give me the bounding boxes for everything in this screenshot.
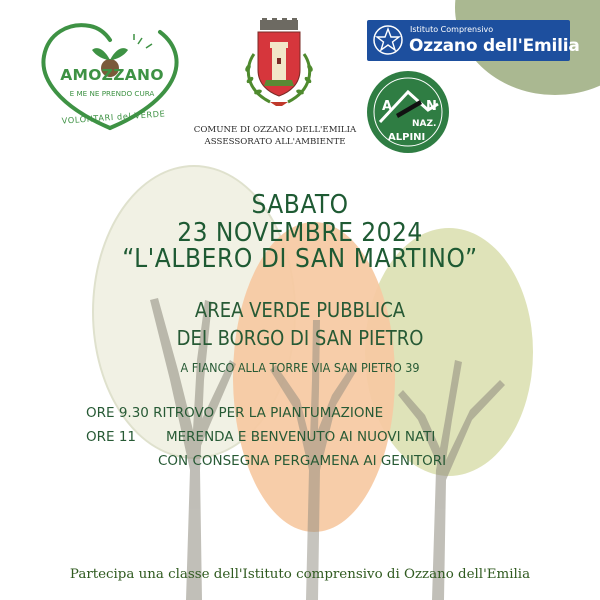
alpini-letter-a: A (382, 99, 393, 114)
alpini-letter-n: N (426, 99, 437, 114)
istituto-label: Istituto Comprensivo (410, 25, 494, 34)
event-title: “L'ALBERO DI SAN MARTINO” (122, 244, 478, 274)
place-line-1: AREA VERDE PUBBLICA (194, 298, 406, 322)
istituto-name: Ozzano dell'Emilia (409, 36, 580, 56)
comune-coat-of-arms (236, 18, 321, 110)
alpini-badge-icon (366, 70, 450, 154)
event-day: SABATO (251, 190, 349, 220)
italian-republic-emblem-icon (372, 24, 404, 56)
program-line-2: MERENDA E BENVENUTO AI NUOVI NATI (166, 429, 436, 445)
amozzano-subtitle: E ME NE PRENDO CURA (69, 89, 155, 98)
istituto-comprensivo-banner (367, 20, 580, 61)
comune-name: COMUNE DI OZZANO DELL'EMILIA (193, 125, 357, 135)
alpini-word: ALPINI (388, 132, 426, 143)
event-date: 23 NOVEMBRE 2024 (177, 218, 423, 248)
alpini-naz: NAZ. (412, 119, 437, 129)
program-line-3: CON CONSEGNA PERGAMENA AI GENITORI (158, 453, 447, 469)
amozzano-volunteers-logo (38, 16, 183, 136)
amozzano-title: AMOZZANO (60, 66, 164, 84)
comune-department: ASSESSORATO ALL'AMBIENTE (204, 137, 346, 147)
place-line-2: DEL BORGO DI SAN PIETRO (176, 326, 424, 350)
program-time-2: ORE 11 (86, 429, 137, 445)
footer-note: Partecipa una classe dell'Istituto comprensivo di Ozzano dell'Emilia (69, 567, 531, 582)
place-address: A FIANCO ALLA TORRE VIA SAN PIETRO 39 (180, 360, 420, 375)
amozzano-volunteers-label: VOLONTARI del VERDE (61, 108, 166, 126)
comune-caption (180, 124, 370, 148)
associazione-alpini-logo (366, 70, 450, 154)
coat-of-arms-icon (236, 18, 321, 110)
program-line-1: ORE 9.30 RITROVO PER LA PIANTUMAZIONE (86, 405, 384, 421)
